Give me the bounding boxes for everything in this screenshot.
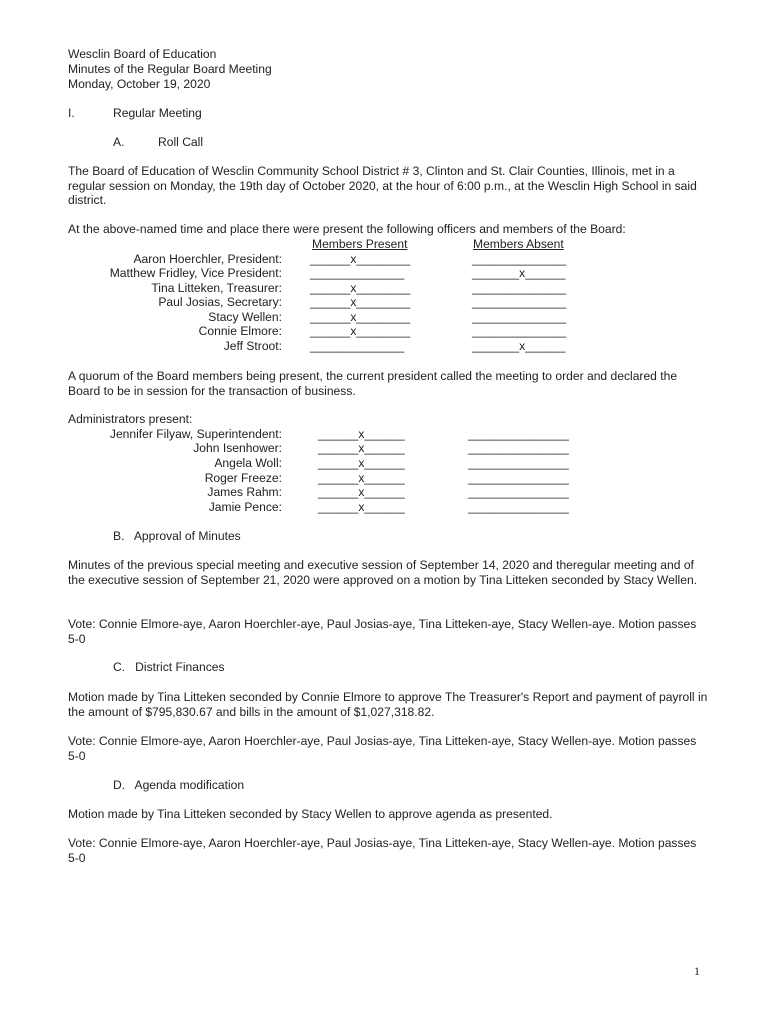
administrator-absent-mark: _______________ — [468, 456, 569, 470]
header-title: Wesclin Board of Education — [68, 47, 217, 61]
administrator-present-mark: ______x______ — [318, 485, 405, 499]
section-b-motion: Minutes of the previous special meeting and executive session of September 14, 2020 and theregular meeting and of the executive session of September 21, 2020 were approved on a motion by Tina Litteken seconded by Stacy Wellen. — [68, 558, 698, 587]
member-present-mark: ______x________ — [310, 295, 411, 309]
member-present-mark: ______________ — [310, 266, 405, 280]
administrator-present-mark: ______x______ — [318, 500, 405, 514]
administrator-present-mark: ______x______ — [318, 441, 405, 455]
member-absent-mark: ______________ — [472, 324, 567, 338]
member-name: Jeff Stroot: — [223, 339, 282, 353]
administrators-label: Administrators present: — [68, 412, 193, 426]
section-i-title: Regular Meeting — [113, 106, 202, 120]
header-date: Monday, October 19, 2020 — [68, 77, 211, 91]
member-absent-mark: ______________ — [472, 310, 567, 324]
section-i-number: I. — [68, 106, 75, 120]
section-b-vote: Vote: Connie Elmore-aye, Aaron Hoerchler-aye, Paul Josias-aye, Tina Litteken-aye, Stacy Wellen-aye. Motion passes 5-0 — [68, 617, 697, 646]
section-d-heading: D. Agenda modification — [113, 778, 245, 792]
member-absent-mark: _______x______ — [472, 266, 566, 280]
attendance-intro: At the above-named time and place there were present the following officers and members of the Board: — [68, 222, 626, 236]
member-absent-mark: ______________ — [472, 281, 567, 295]
header-subtitle: Minutes of the Regular Board Meeting — [68, 62, 272, 76]
section-c-vote: Vote: Connie Elmore-aye, Aaron Hoerchler-aye, Paul Josias-aye, Tina Litteken-aye, Stacy Wellen-aye. Motion passes 5-0 — [68, 734, 697, 763]
member-name: Paul Josias, Secretary: — [158, 295, 282, 309]
member-present-mark: ______x________ — [310, 310, 411, 324]
member-present-mark: ______x________ — [310, 252, 411, 266]
administrator-absent-mark: _______________ — [468, 500, 569, 514]
administrator-absent-mark: _______________ — [468, 485, 569, 499]
administrator-name: Jamie Pence: — [208, 500, 282, 514]
member-name: Tina Litteken, Treasurer: — [151, 281, 282, 295]
section-a-title: Roll Call — [158, 135, 204, 149]
member-present-mark: ______________ — [310, 339, 405, 353]
member-name: Aaron Hoerchler, President: — [133, 252, 282, 266]
administrator-present-mark: ______x______ — [318, 456, 405, 470]
intro-paragraph: The Board of Education of Wesclin Community School District # 3, Clinton and St. Clair Counties, Illinois, met in a regular session on Monday, the 19th day of October 2020, at the hour of 6:00 p.m., at the Wesclin High School in said district. — [68, 164, 697, 208]
member-absent-mark: _______x______ — [472, 339, 566, 353]
member-absent-mark: ______________ — [472, 252, 567, 266]
members-present-header: Members Present — [312, 237, 408, 251]
administrator-absent-mark: _______________ — [468, 441, 569, 455]
administrator-name: Angela Woll: — [214, 456, 282, 470]
page-number: 1 — [694, 964, 700, 978]
member-absent-mark: ______________ — [472, 295, 567, 309]
section-b-heading: B. Approval of Minutes — [113, 529, 241, 543]
member-present-mark: ______x________ — [310, 324, 411, 338]
administrator-absent-mark: _______________ — [468, 471, 569, 485]
administrator-absent-mark: _______________ — [468, 427, 569, 441]
administrator-present-mark: ______x______ — [318, 471, 405, 485]
section-a-letter: A. — [113, 135, 125, 149]
member-name: Stacy Wellen: — [208, 310, 282, 324]
member-present-mark: ______x________ — [310, 281, 411, 295]
administrator-name: Roger Freeze: — [204, 471, 282, 485]
member-name: Connie Elmore: — [198, 324, 282, 338]
administrator-name: James Rahm: — [207, 485, 282, 499]
administrator-name: Jennifer Filyaw, Superintendent: — [109, 427, 282, 441]
section-c-heading: C. District Finances — [113, 660, 225, 674]
members-absent-header: Members Absent — [473, 237, 564, 251]
section-d-vote: Vote: Connie Elmore-aye, Aaron Hoerchler-aye, Paul Josias-aye, Tina Litteken-aye, Stacy Wellen-aye. Motion passes 5-0 — [68, 836, 697, 865]
member-name: Matthew Fridley, Vice President: — [109, 266, 282, 280]
section-d-motion: Motion made by Tina Litteken seconded by Stacy Wellen to approve agenda as presented. — [68, 807, 553, 821]
administrator-present-mark: ______x______ — [318, 427, 405, 441]
quorum-paragraph: A quorum of the Board members being present, the current president called the meeting to order and declared the Board to be in session for the transaction of business. — [68, 369, 678, 398]
administrator-name: John Isenhower: — [193, 441, 282, 455]
section-c-motion: Motion made by Tina Litteken seconded by Connie Elmore to approve The Treasurer's Report and payment of payroll in the amount of $795,830.67 and bills in the amount of $1,027,318.82. — [68, 690, 708, 719]
